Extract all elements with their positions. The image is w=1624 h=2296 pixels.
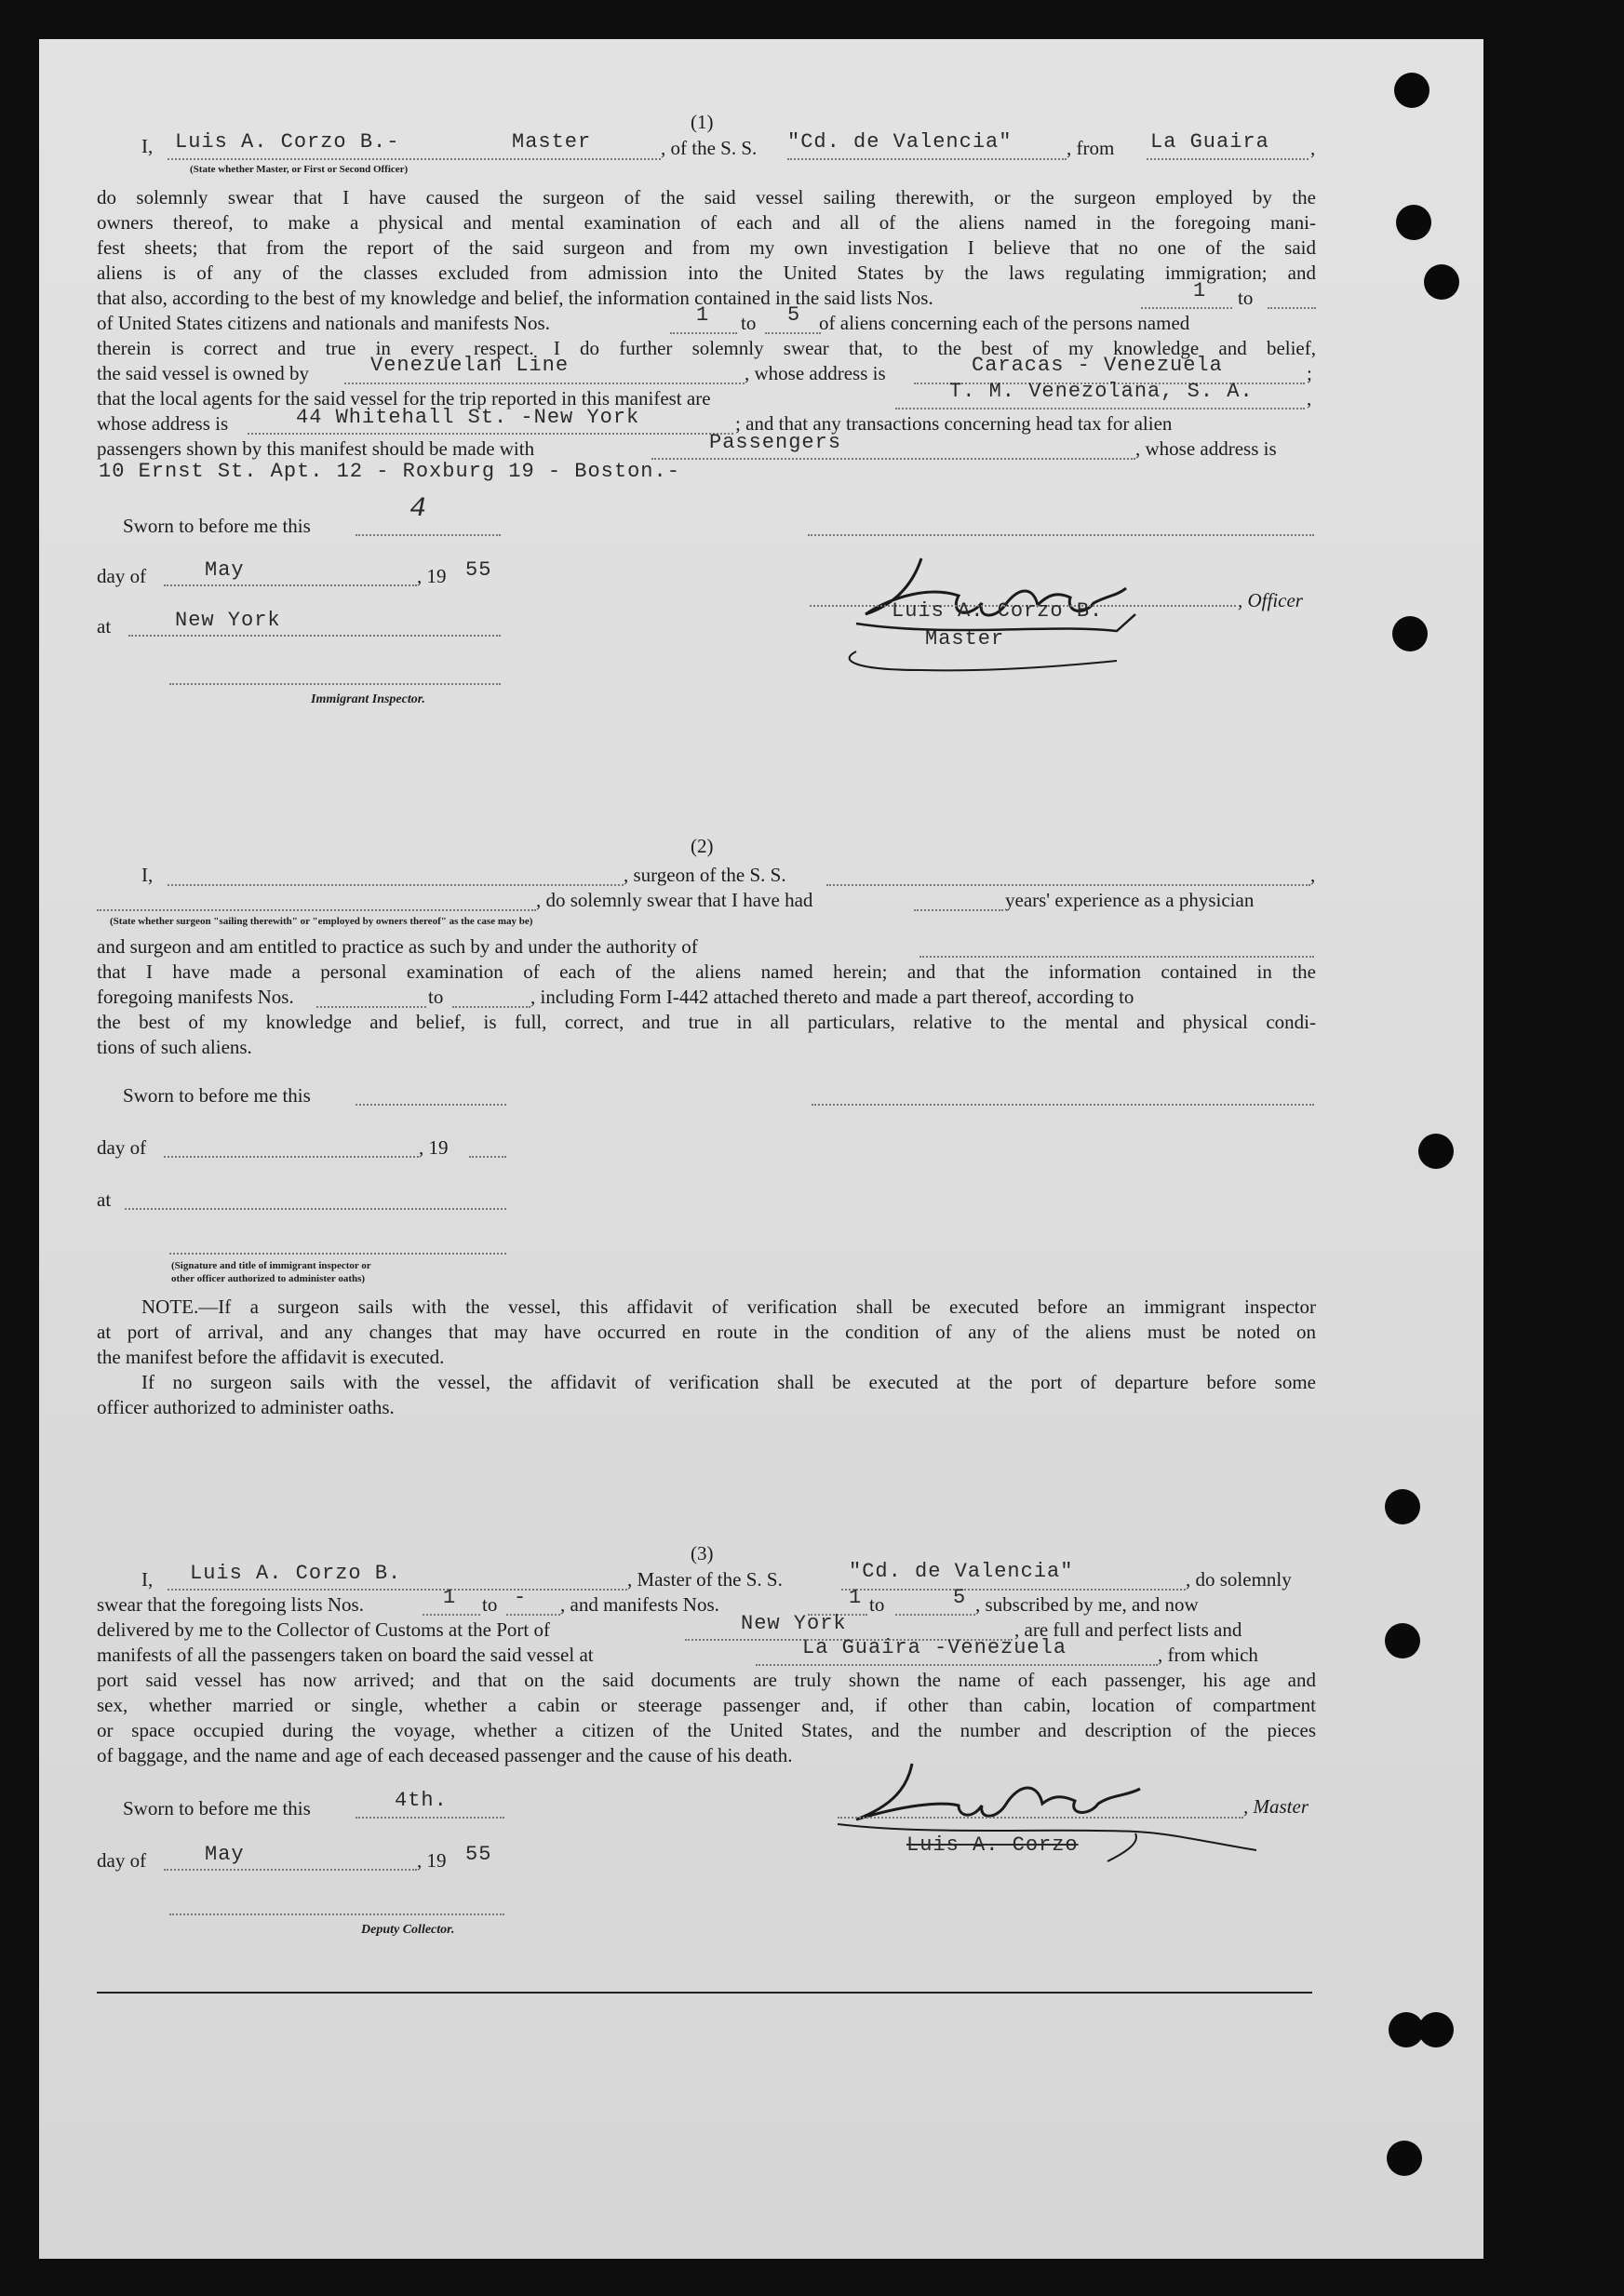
fill-line bbox=[469, 1156, 506, 1158]
fill-line bbox=[168, 884, 624, 886]
text: , from which bbox=[1158, 1644, 1258, 1666]
text: to bbox=[482, 1593, 498, 1616]
master-name-field: Luis A. Corzo B.- bbox=[175, 130, 400, 154]
text: , from bbox=[1067, 137, 1115, 159]
binder-hole bbox=[1394, 73, 1429, 108]
stamp-title: Master bbox=[925, 627, 1005, 651]
text: swear that the foregoing lists Nos. bbox=[97, 1593, 364, 1616]
fill-line bbox=[169, 683, 501, 685]
text: that also, according to the best of my knowledge and belief, the information contained in the said lists Nos. bbox=[97, 287, 933, 309]
fill-line bbox=[895, 1614, 975, 1616]
fill-line bbox=[344, 383, 745, 384]
manifests-from-field: 1 bbox=[696, 303, 710, 327]
sworn-label: Sworn to before me this bbox=[123, 515, 311, 537]
binder-hole bbox=[1424, 264, 1459, 300]
head-tax-field: Passengers bbox=[709, 431, 842, 454]
text: the said vessel is owned by bbox=[97, 362, 310, 384]
fill-line bbox=[97, 909, 536, 911]
fill-line bbox=[169, 1253, 506, 1255]
text: , of the S. S. bbox=[661, 137, 758, 159]
paragraph-line: or space occupied during the voyage, whether a citizen of the United States, and the number and description of the pieces bbox=[97, 1719, 1316, 1741]
year-field: 55 bbox=[465, 1843, 492, 1866]
boarded-at-field: La Guaira -Venezuela bbox=[802, 1636, 1067, 1659]
note-line: If no surgeon sails with the vessel, the affidavit of verification shall be executed at the port of departure before some bbox=[141, 1371, 1316, 1393]
text: , Master of the S. S. bbox=[627, 1568, 783, 1591]
text: passengers shown by this manifest should be made with bbox=[97, 437, 535, 460]
paragraph-line: sex, whether married or single, whether a cabin or steerage passenger and, if other than cabin, location of compartment bbox=[97, 1694, 1316, 1716]
fill-line bbox=[356, 534, 501, 536]
text: , 19 bbox=[417, 1849, 447, 1872]
manifests-from-field: 1 bbox=[849, 1586, 863, 1609]
note-line: the manifest before the affidavit is executed. bbox=[97, 1346, 445, 1368]
sworn-day-field: 4 bbox=[409, 493, 428, 525]
fill-line bbox=[919, 956, 1314, 958]
text: to bbox=[741, 312, 757, 334]
port-field: New York bbox=[741, 1612, 847, 1635]
vessel-field: "Cd. de Valencia" bbox=[849, 1560, 1074, 1583]
state-note: (State whether surgeon "sailing therewith" or "employed by owners thereof" as the case may be) bbox=[110, 916, 533, 927]
fill-line bbox=[164, 1156, 419, 1158]
fill-line bbox=[914, 909, 1003, 911]
lists-to-field: - bbox=[514, 1586, 528, 1609]
text: of aliens concerning each of the persons named bbox=[819, 312, 1190, 334]
paragraph-line: port said vessel has now arrived; and that on the said documents are truly shown the name of each passenger, his age and bbox=[97, 1669, 1316, 1691]
fill-line bbox=[651, 458, 1135, 460]
state-note: (State whether Master, or First or Second Officer) bbox=[190, 164, 409, 175]
at-label: at bbox=[97, 1188, 112, 1211]
agents-address-field: 44 Whitehall St. -New York bbox=[296, 406, 640, 429]
section-number: (1) bbox=[691, 111, 714, 133]
text: , whose address is bbox=[1135, 437, 1277, 460]
text: I, bbox=[141, 135, 154, 157]
day-of-label: day of bbox=[97, 565, 147, 587]
paragraph-line: therein is correct and true in every respect. I do further solemnly swear that, to the best of my knowledge and belief, bbox=[97, 337, 1316, 359]
fill-line bbox=[787, 158, 1067, 160]
master-name-field: Luis A. Corzo B. bbox=[190, 1562, 402, 1585]
binder-hole bbox=[1387, 2141, 1422, 2176]
text: , bbox=[1310, 864, 1316, 886]
vessel-field: "Cd. de Valencia" bbox=[787, 130, 1013, 154]
text: years' experience as a physician bbox=[1005, 889, 1255, 911]
fill-line bbox=[812, 1104, 1314, 1106]
master-signature bbox=[819, 1750, 1256, 1889]
binder-hole bbox=[1385, 1489, 1420, 1524]
text: that the local agents for the said vessel for the trip reported in this manifest are bbox=[97, 387, 711, 410]
paragraph-line: owners thereof, to make a physical and mental examination of each and all of the aliens named in the foregoing mani- bbox=[97, 211, 1316, 234]
paragraph-line: fest sheets; that from the report of the said surgeon and from my own investigation I believe that no one of the said bbox=[97, 236, 1316, 259]
fill-line bbox=[838, 1817, 1243, 1819]
sig-note: (Signature and title of immigrant inspector or bbox=[171, 1260, 371, 1271]
text: I, bbox=[141, 864, 154, 886]
paragraph-line: the best of my knowledge and belief, is full, correct, and true in all particulars, relative to the mental and physical condi- bbox=[97, 1011, 1316, 1033]
fill-line bbox=[765, 332, 821, 334]
month-field: May bbox=[205, 558, 245, 582]
section-number: (2) bbox=[691, 835, 714, 857]
from-port-field: La Guaira bbox=[1150, 130, 1269, 154]
officer-label: , Officer bbox=[1238, 589, 1303, 611]
fill-line bbox=[316, 1006, 426, 1008]
text: and surgeon and am entitled to practice as such by and under the authority of bbox=[97, 935, 698, 958]
text: to bbox=[1238, 287, 1254, 309]
lists-from-field: 1 bbox=[443, 1586, 457, 1609]
fill-line bbox=[128, 635, 501, 637]
sig-note: other officer authorized to administer oaths) bbox=[171, 1273, 366, 1284]
fill-line bbox=[356, 1104, 506, 1106]
paragraph-line: aliens is of any of the classes excluded from admission into the United States by the laws regulating immigration; and bbox=[97, 262, 1316, 284]
text: , do solemnly bbox=[1186, 1568, 1292, 1591]
sworn-label: Sworn to before me this bbox=[123, 1797, 311, 1819]
fill-line bbox=[1147, 158, 1309, 160]
fill-line bbox=[1141, 307, 1232, 309]
place-field: New York bbox=[175, 609, 281, 632]
text: , 19 bbox=[419, 1136, 449, 1159]
text: of United States citizens and nationals and manifests Nos. bbox=[97, 312, 550, 334]
fill-line bbox=[164, 1869, 417, 1871]
lists-from-field: 1 bbox=[1193, 279, 1207, 302]
fill-line bbox=[125, 1208, 506, 1210]
text: tions of such aliens. bbox=[97, 1036, 252, 1058]
note-line: at port of arrival, and any changes that may have occurred en route in the condition of any of the aliens must be noted on bbox=[97, 1321, 1316, 1343]
text: foregoing manifests Nos. bbox=[97, 986, 294, 1008]
text: to bbox=[428, 986, 444, 1008]
fill-line bbox=[168, 1589, 627, 1591]
text: , bbox=[1310, 137, 1316, 159]
fill-line bbox=[1268, 307, 1316, 309]
day-of-label: day of bbox=[97, 1136, 147, 1159]
fill-line bbox=[506, 1614, 560, 1616]
fill-line bbox=[168, 158, 661, 160]
text: delivered by me to the Collector of Customs at the Port of bbox=[97, 1618, 550, 1641]
inspector-label: Immigrant Inspector. bbox=[311, 692, 425, 706]
text: whose address is bbox=[97, 412, 229, 435]
binder-hole bbox=[1396, 205, 1431, 240]
binder-hole bbox=[1385, 1623, 1420, 1658]
fill-line bbox=[423, 1614, 480, 1616]
fill-line bbox=[826, 884, 1310, 886]
sworn-label: Sworn to before me this bbox=[123, 1084, 311, 1107]
manifests-to-field: 5 bbox=[787, 303, 801, 327]
text: manifests of all the passengers taken on board the said vessel at bbox=[97, 1644, 594, 1666]
text: , 19 bbox=[417, 565, 447, 587]
text: , subscribed by me, and now bbox=[975, 1593, 1199, 1616]
typed-name-strikethrough: Luis A. Corzo bbox=[906, 1833, 1079, 1857]
owner-address-field: Caracas - Venezuela bbox=[972, 354, 1223, 377]
sworn-day-field: 4th. bbox=[395, 1789, 448, 1812]
paragraph-line: that I have made a personal examination of each of the aliens named herein; and that the information contained in the bbox=[97, 960, 1316, 983]
manifests-to-field: 5 bbox=[953, 1586, 967, 1609]
text: ; bbox=[1307, 362, 1312, 384]
month-field: May bbox=[205, 1843, 245, 1866]
stamp-name: Luis A. Corzo B. bbox=[892, 599, 1104, 623]
text: , do solemnly swear that I have had bbox=[536, 889, 813, 911]
fill-line bbox=[452, 1006, 530, 1008]
year-field: 55 bbox=[465, 558, 492, 582]
fill-line bbox=[670, 332, 737, 334]
agents-field: T. M. Venezolana, S. A. bbox=[949, 380, 1254, 403]
paragraph-line: do solemnly swear that I have caused the surgeon of the said vessel sailing therewith, or the surgeon employed by the bbox=[97, 186, 1316, 208]
text: , including Form I-442 attached thereto and made a part thereof, according to bbox=[530, 986, 1134, 1008]
day-of-label: day of bbox=[97, 1849, 147, 1872]
fill-line bbox=[356, 1817, 504, 1819]
at-label: at bbox=[97, 615, 112, 638]
fill-line bbox=[169, 1913, 504, 1915]
fill-line bbox=[895, 408, 1305, 410]
text: , are full and perfect lists and bbox=[1014, 1618, 1242, 1641]
note-line: NOTE.—If a surgeon sails with the vessel, this affidavit of verification shall be executed before an immigrant inspector bbox=[141, 1296, 1316, 1318]
fill-line bbox=[248, 433, 733, 435]
text: , surgeon of the S. S. bbox=[624, 864, 786, 886]
text: ; and that any transactions concerning head tax for alien bbox=[735, 412, 1173, 435]
section-number: (3) bbox=[691, 1542, 714, 1564]
text: of baggage, and the name and age of each deceased passenger and the cause of his death. bbox=[97, 1744, 793, 1766]
text: to bbox=[869, 1593, 885, 1616]
fill-line bbox=[756, 1664, 1158, 1666]
bottom-rule bbox=[97, 1992, 1312, 1994]
rank-field: Master bbox=[512, 130, 592, 154]
binder-hole bbox=[1418, 1134, 1454, 1169]
binder-hole bbox=[1392, 616, 1428, 651]
owner-field: Venezuelan Line bbox=[370, 354, 570, 377]
text: , and manifests Nos. bbox=[560, 1593, 719, 1616]
text: , whose address is bbox=[745, 362, 886, 384]
note-line: officer authorized to administer oaths. bbox=[97, 1396, 395, 1418]
head-tax-address-field: 10 Ernst St. Apt. 12 - Roxburg 19 - Boston.- bbox=[99, 460, 680, 483]
fill-line bbox=[164, 584, 417, 586]
master-label: , Master bbox=[1243, 1795, 1309, 1818]
text: I, bbox=[141, 1568, 154, 1591]
collector-label: Deputy Collector. bbox=[361, 1923, 455, 1937]
binder-hole bbox=[1418, 2012, 1454, 2048]
text: , bbox=[1307, 387, 1312, 410]
fill-line bbox=[841, 1589, 1186, 1591]
